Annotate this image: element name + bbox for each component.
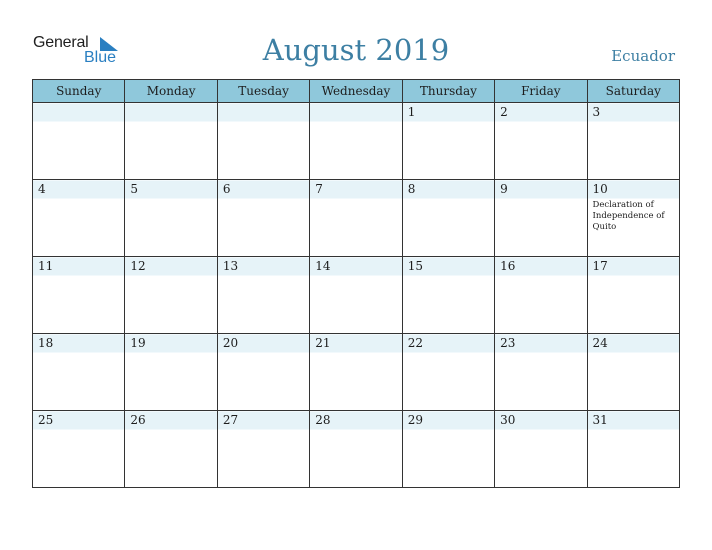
day-cell: [33, 411, 125, 488]
day-number: 26: [130, 413, 146, 427]
day-number: 1: [407, 105, 416, 119]
country-label: Ecuador: [611, 47, 675, 65]
day-cell: [125, 103, 217, 180]
day-cell: [402, 103, 494, 180]
day-number: 30: [500, 413, 516, 427]
day-cell: [125, 411, 217, 488]
day-cell: [587, 334, 679, 411]
day-cell: [587, 257, 679, 334]
day-cell: [33, 180, 125, 257]
day-number: 2: [500, 105, 508, 119]
weekday-header-row: [33, 80, 680, 103]
week-row: [33, 334, 680, 411]
day-number: 24: [592, 336, 608, 350]
day-number: 22: [407, 336, 423, 350]
day-number: 16: [500, 259, 516, 273]
day-number: 31: [592, 413, 608, 427]
logo-text-general: General: [33, 34, 89, 51]
day-number: [33, 103, 124, 121]
week-row: [33, 411, 680, 488]
calendar-grid: [32, 79, 680, 488]
day-cell: [310, 257, 402, 334]
day-number: 5: [130, 182, 139, 196]
week-row: [33, 257, 680, 334]
day-number: 8: [407, 182, 416, 196]
day-number: 11: [38, 259, 54, 273]
day-number: 12: [130, 259, 146, 273]
day-number: 20: [222, 336, 239, 350]
day-cell: [495, 334, 587, 411]
day-cell: [587, 411, 679, 488]
weekday-friday: Friday: [495, 80, 587, 103]
day-cell: [217, 411, 309, 488]
day-cell: [402, 257, 494, 334]
weekday-monday: Monday: [125, 80, 217, 103]
calendar-title: August 2019: [262, 33, 450, 67]
day-number: 15: [407, 259, 423, 273]
day-cell: [587, 180, 679, 257]
day-cell: [495, 257, 587, 334]
day-cell: [310, 180, 402, 257]
weekday-saturday: Saturday: [587, 80, 679, 103]
day-number: 4: [38, 182, 46, 196]
day-number: 9: [500, 182, 508, 196]
day-number: [125, 103, 216, 121]
day-cell: [587, 103, 679, 180]
day-cell: [217, 180, 309, 257]
day-cell: [310, 103, 402, 180]
day-cell: [402, 180, 494, 257]
day-number: 14: [315, 259, 331, 273]
day-number: 25: [38, 413, 54, 427]
day-number: 29: [407, 413, 423, 427]
day-cell: [33, 103, 125, 180]
day-cell: [402, 334, 494, 411]
day-number: 10: [592, 182, 608, 196]
day-cell: [125, 334, 217, 411]
day-cell: [402, 411, 494, 488]
day-cell: [310, 411, 402, 488]
day-number: 13: [222, 259, 239, 273]
day-cell: [125, 257, 217, 334]
day-cell: [495, 103, 587, 180]
holiday-label: Declaration of Independence of Quito: [592, 200, 665, 232]
logo-text-blue: Blue: [84, 49, 117, 66]
day-number: 23: [500, 336, 516, 350]
day-number: 21: [315, 336, 331, 350]
day-cell: [217, 334, 309, 411]
day-cell: [495, 411, 587, 488]
day-number: 6: [222, 182, 231, 196]
day-cell: [217, 257, 309, 334]
day-number: 7: [315, 182, 323, 196]
day-number: [218, 103, 309, 121]
day-number: 27: [222, 413, 239, 427]
day-cell: [125, 180, 217, 257]
weekday-sunday: Sunday: [33, 80, 125, 103]
day-number: 3: [592, 105, 601, 119]
day-number: 18: [38, 336, 54, 350]
day-cell: [33, 257, 125, 334]
week-row: [33, 180, 680, 257]
day-cell: [33, 334, 125, 411]
day-number: 28: [315, 413, 331, 427]
day-number: 19: [130, 336, 146, 350]
day-cell: [495, 180, 587, 257]
weekday-tuesday: Tuesday: [217, 80, 309, 103]
day-number: 17: [592, 259, 608, 273]
weekday-wednesday: Wednesday: [310, 80, 402, 103]
day-cell: [217, 103, 309, 180]
week-row: [33, 103, 680, 180]
day-cell: [310, 334, 402, 411]
weekday-thursday: Thursday: [402, 80, 494, 103]
day-number: [310, 103, 401, 121]
